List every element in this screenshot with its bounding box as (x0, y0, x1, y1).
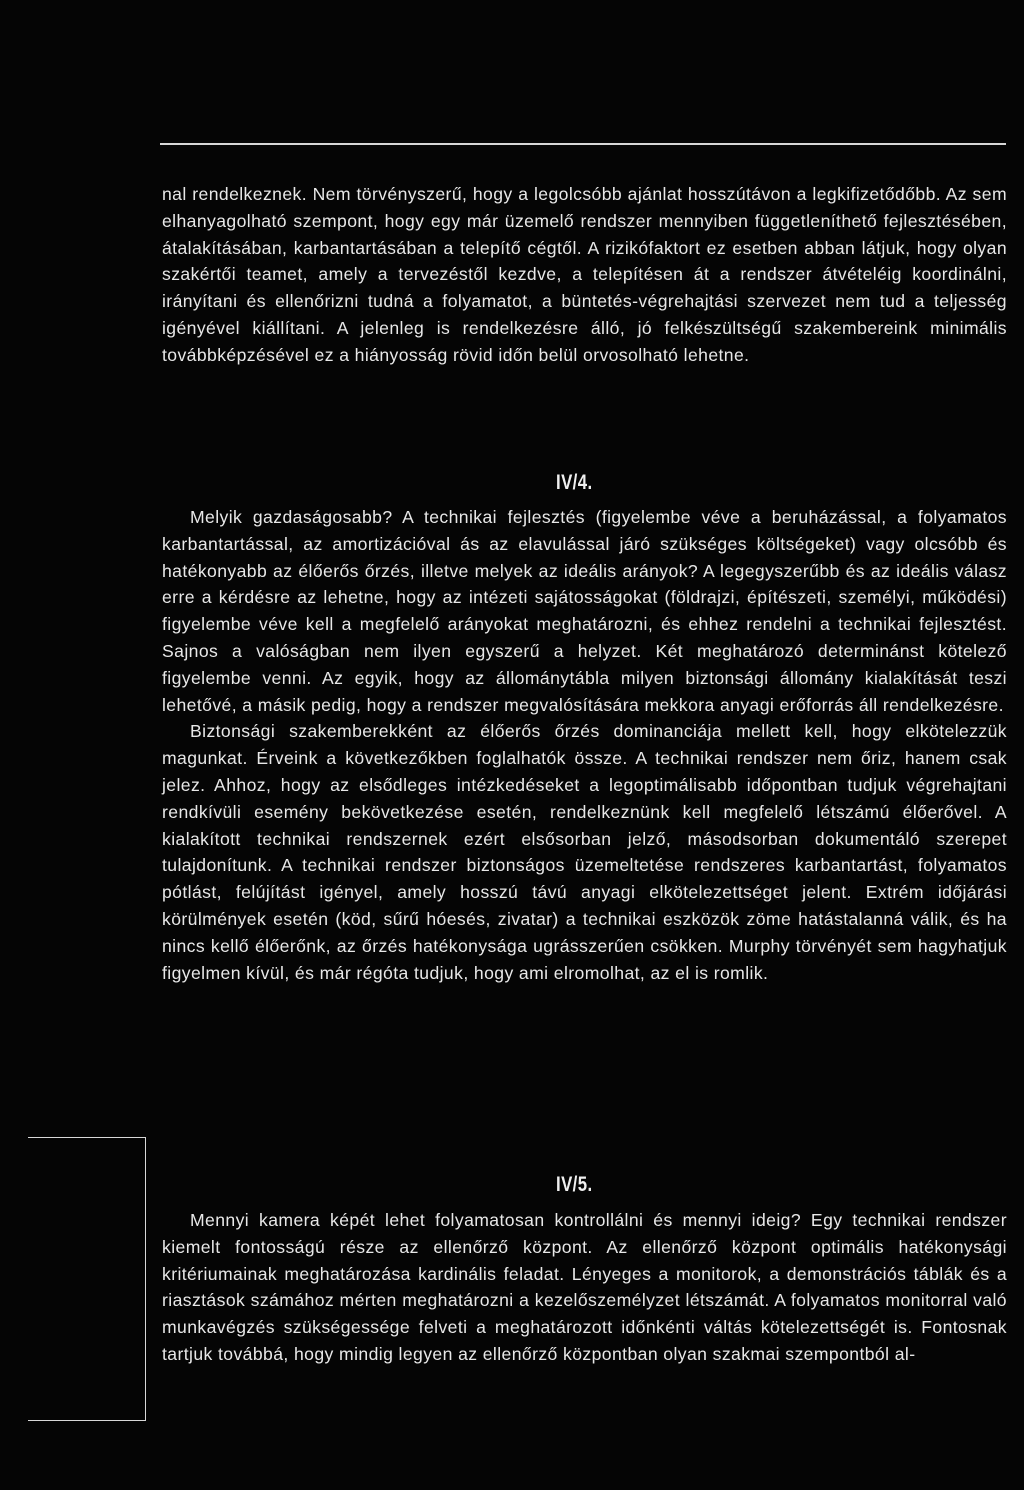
section-iv4-paragraph-2: Biztonsági szakemberekként az élőerős őrzés dominanciája mellett kell, hogy elkötelezzük magunkat. Érveink a következőkben foglalhatók össze. A technikai rendszer nem őriz, hanem csak jelez. Ahhoz, hogy az elsődleges intézkedéseket a legoptimálisabb időpontban tudjuk végrehajtani rendkívüli esemény bekövetkezése esetén, rendelkeznünk kell megfelelő létszámú élőerővel. A kialakított technikai rendszernek ezért elsősorban jelző, másodsorban dokumentáló szerepet tulajdonítunk. A technikai rendszer biztonságos üzemeltetése rendszeres karbantartást, folyamatos pótlást, felújítást igényel, amely hosszú távú anyagi elkötelezettséget jelent. Extrém időjárási körülmények esetén (köd, sűrű hóesés, zivatar) a technikai eszközök zöme hatástalanná válik, és ha nincs kellő élőerőnk, az őrzés hatékonysága ugrásszerűen csökken. Murphy törvényét sem hagyhatjuk figyelmen kívül, és már régóta tudjuk, hogy ami elromolhat, az el is romlik. (162, 721, 1007, 983)
margin-box (28, 1137, 146, 1421)
header-rule (160, 143, 1006, 145)
continuation-block (162, 181, 1007, 369)
continuation-paragraph: nal rendelkeznek. Nem törvényszerű, hogy a legolcsóbb ajánlat hosszútávon a legkifizetődőbb. Az sem elhanyagolható szempont, hogy egy már üzemelő rendszer mennyiben függetleníthető fejlesztésében, átalakításában, karbantartásában a telepítő cégtől. A rizikófaktort ez esetben abban látjuk, hogy olyan szakértői teamet, amely a tervezéstől kezdve, a telepítésen át a rendszer átvételéig koordinálni, irányítani és ellenőrizni tudná a folyamatot, a büntetés-végrehajtási szervezet nem tud a teljesség igényével kiállítani. A jelenleg is rendelkezésre álló, jó felkészültségű szakembereink minimális továbbképzésével ez a hiányosság rövid időn belül orvosolható lehetne. (162, 184, 1007, 365)
section-iv4-paragraph-1: Melyik gazdaságosabb? A technikai fejlesztés (figyelembe véve a beruházással, a folyamatos karbantartással, az amortizációval ás az elavulással járó szükséges költségeket) vagy olcsóbb és hatékonyabb az élőerős őrzés, illetve melyek az ideális arányok? A legegyszerűbb és az ideális válasz erre a kérdésre az lehetne, hogy az intézeti sajátosságokat (földrajzi, építészeti, személyi, működési) figyelembe véve kell a megfelelő arányokat meghatározni, és ehhez rendelni a technikai fejlesztést. Sajnos a valóságban nem ilyen egyszerű a helyzet. Két meghatározó determinánst kötelező figyelembe venni. Az egyik, hogy az állománytábla milyen biztonsági állomány kialakítását teszi lehetővé, a másik pedig, hogy a rendszer megvalósítására mekkora anyagi erőforrás áll rendelkezésre. (162, 507, 1007, 715)
section-heading-iv4: IV/4. (556, 471, 593, 494)
section-iv5-body (162, 1207, 1007, 1368)
section-iv5-paragraph-1: Mennyi kamera képét lehet folyamatosan kontrollálni és mennyi ideig? Egy technikai rendszer kiemelt fontosságú része az ellenőrző központ. Az ellenőrző központ optimális hatékonysági kritériumainak meghatározása kardinális feladat. Lényeges a monitorok, a demonstrációs táblák és a riasztások számához mérten meghatározni a kezelőszemélyzet létszámát. A folyamatos monitorral való munkavégzés szükségessége felveti a meghatározott időnkénti váltás kötelezettségét is. Fontosnak tartjuk továbbá, hogy mindig legyen az ellenőrző központban olyan szakmai szempontból al- (162, 1210, 1007, 1364)
section-heading-iv5: IV/5. (556, 1173, 593, 1196)
section-iv4-body (162, 504, 1007, 986)
